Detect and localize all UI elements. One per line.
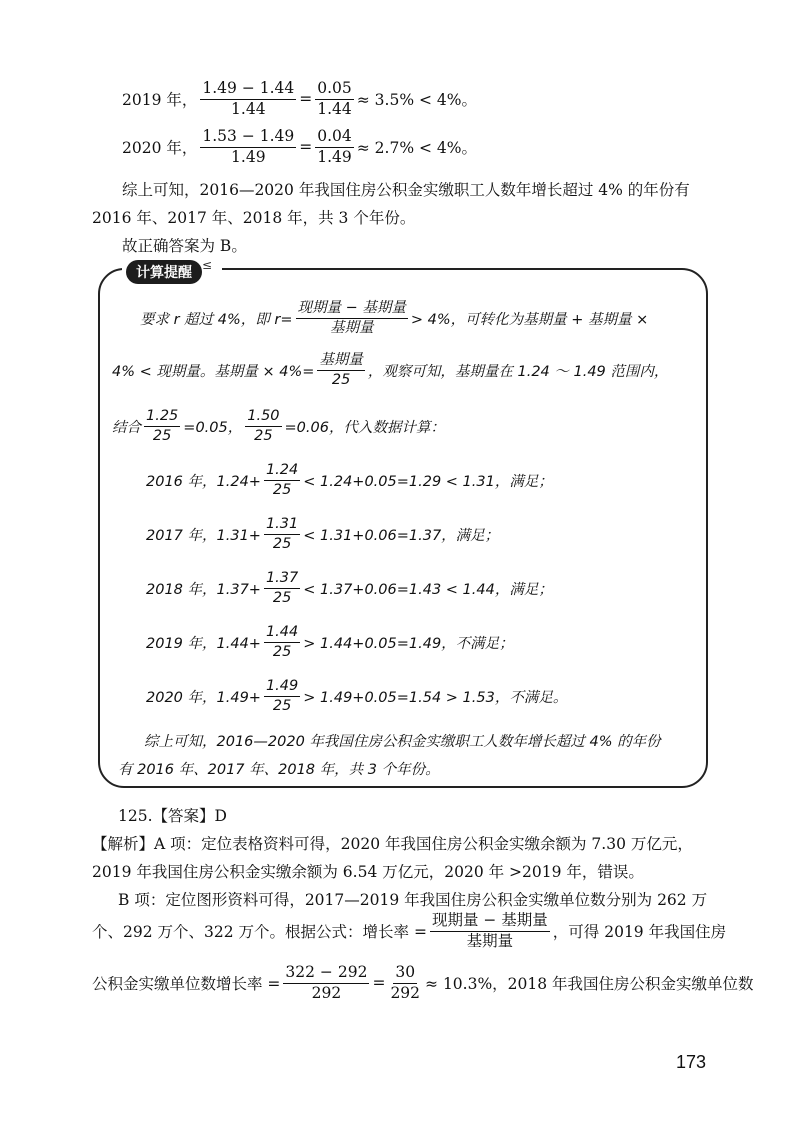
fraction: $\frac{\text{现期量 − 基期量}}{\text{基期量}}$ bbox=[431, 911, 548, 950]
q125-analysis-b1: B 项：定位图形资料可得，2017—2019 年我国住房公积金实缴单位数分别为 262 万 bbox=[118, 891, 708, 909]
q125-analysis-a2: 2019 年我国住房公积金实缴余额为 6.54 万亿元，2020 年 >2019 年，错误。 bbox=[92, 863, 644, 881]
tip-row-2017: 2017 年，1.31+ $\frac{1.31}{25}$ < 1.31+0.06=1.37，满足； bbox=[146, 516, 500, 552]
fraction: $\frac{1.24}{25}$ bbox=[265, 462, 299, 498]
fraction: $\frac{322 - 292}{292}$ bbox=[285, 963, 368, 1002]
summary-line-2: 2016 年、2017 年、2018 年，共 3 个年份。 bbox=[92, 209, 416, 227]
tip-title-badge: 计算提醒 bbox=[126, 260, 202, 284]
fraction: $\frac{30}{292}$ bbox=[390, 963, 421, 1002]
tip-row-2020: 2020 年，1.49+ $\frac{1.49}{25}$ > 1.49+0.05=1.54 > 1.53，不满足。 bbox=[146, 678, 568, 714]
year-label: 2020 年， bbox=[122, 139, 198, 158]
fraction: $\frac{1.25}{25}$ bbox=[146, 408, 179, 444]
fraction: $\frac{1.50}{25}$ bbox=[247, 408, 280, 444]
tip-row-2019: 2019 年，1.44+ $\frac{1.44}{25}$ > 1.44+0.05=1.49，不满足； bbox=[146, 624, 514, 660]
tip-line-1: 要求 r 超过 4%，即 r= $\frac{\text{现期量 − 基期量}}{\text{基期量}}$ > 4%，可转化为基期量 + 基期量 × bbox=[140, 300, 649, 336]
fraction: $\frac{\text{现期量 − 基期量}}{\text{基期量}}$ bbox=[297, 300, 406, 336]
page-number: 173 bbox=[676, 1052, 707, 1072]
q125-analysis-b3: 公积金实缴单位数增长率 = $\frac{322 - 292}{292}$ = $\frac{30}{292}$ ≈ 10.3%，2018 年我国住房公积金实缴单位数 bbox=[92, 963, 754, 1002]
fraction: $\frac{1.49 - 1.44}{1.44}$ bbox=[202, 79, 295, 118]
q125-analysis-b2: 个、292 万个、322 万个。根据公式：增长率 = $\frac{\text{现期量 − 基期量}}{\text{基期量}}$ ，可得 2019 年我国住房 bbox=[92, 911, 727, 950]
tip-decoration: ≤ bbox=[202, 258, 213, 272]
fraction: $\frac{0.04}{1.49}$ bbox=[317, 127, 352, 166]
fraction: $\frac{1.53 - 1.49}{1.49}$ bbox=[202, 127, 295, 166]
fraction: $\frac{1.37}{25}$ bbox=[265, 570, 299, 606]
calc-line-2019: 2019 年， $\frac{1.49 - 1.44}{1.44}$ = $\frac{0.05}{1.44}$ ≈ 3.5% < 4%。 bbox=[122, 79, 477, 118]
tip-summary-1: 综上可知，2016—2020 年我国住房公积金实缴职工人数年增长超过 4% 的年份 bbox=[144, 734, 661, 750]
summary-line-1: 综上可知，2016—2020 年我国住房公积金实缴职工人数年增长超过 4% 的年份有 bbox=[122, 181, 690, 199]
tip-line-2: 4% < 现期量。基期量 × 4%= $\frac{\text{基期量}}{25}$ ，观察可知，基期量在 1.24 ～ 1.49 范围内， bbox=[112, 352, 669, 388]
fraction: $\frac{0.05}{1.44}$ bbox=[317, 79, 352, 118]
q125-heading: 125.【答案】D bbox=[118, 807, 227, 825]
year-label: 2019 年， bbox=[122, 91, 198, 110]
tip-line-3: 结合 $\frac{1.25}{25}$ =0.05， $\frac{1.50}{25}$ =0.06，代入数据计算： bbox=[112, 408, 445, 444]
fraction: $\frac{1.44}{25}$ bbox=[265, 624, 299, 660]
fraction: $\frac{\text{基期量}}{25}$ bbox=[319, 352, 363, 388]
fraction: $\frac{1.31}{25}$ bbox=[265, 516, 299, 552]
tip-row-2018: 2018 年，1.37+ $\frac{1.37}{25}$ < 1.37+0.06=1.43 < 1.44，满足； bbox=[146, 570, 553, 606]
fraction: $\frac{1.49}{25}$ bbox=[265, 678, 299, 714]
q125-analysis-a1: 【解析】A 项：定位表格资料可得，2020 年我国住房公积金实缴余额为 7.30 万亿元， bbox=[92, 835, 693, 853]
calc-line-2020: 2020 年， $\frac{1.53 - 1.49}{1.49}$ = $\frac{0.04}{1.49}$ ≈ 2.7% < 4%。 bbox=[122, 127, 477, 166]
answer-line: 故正确答案为 B。 bbox=[122, 237, 247, 255]
tip-summary-2: 有 2016 年、2017 年、2018 年，共 3 个年份。 bbox=[118, 762, 440, 778]
tip-row-2016: 2016 年，1.24+ $\frac{1.24}{25}$ < 1.24+0.05=1.29 < 1.31，满足； bbox=[146, 462, 553, 498]
